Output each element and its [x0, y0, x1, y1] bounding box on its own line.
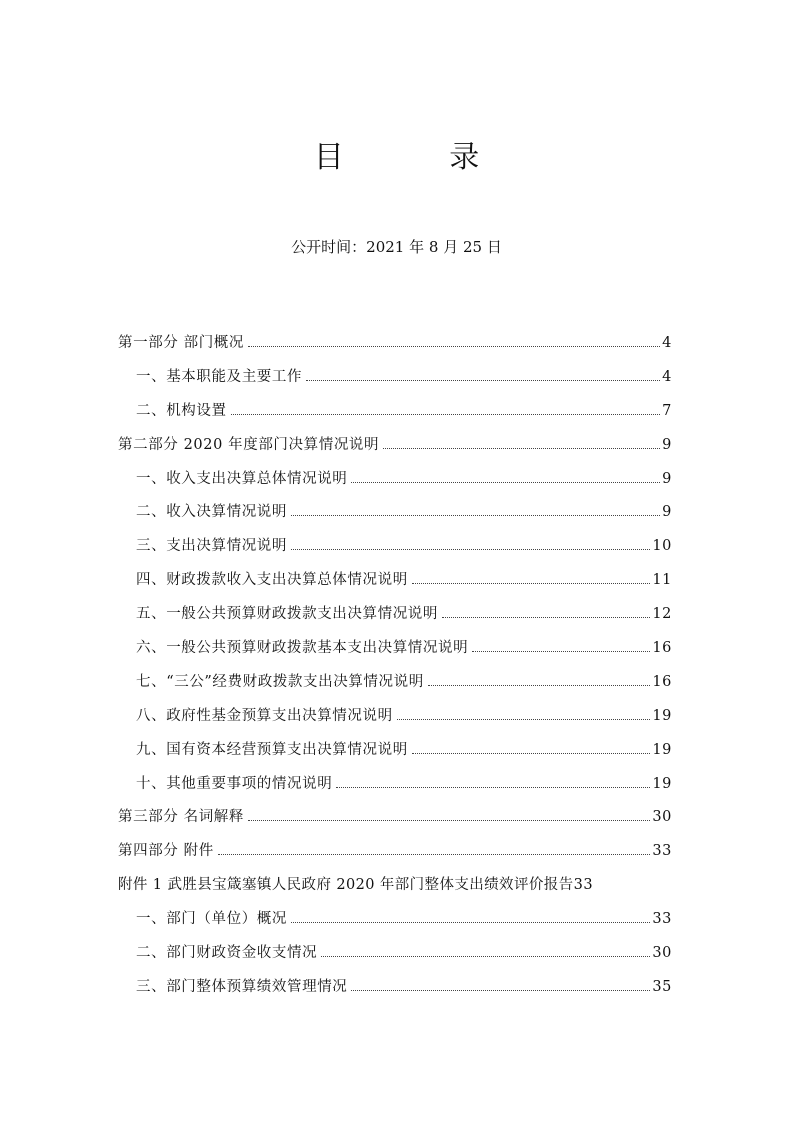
toc-entry[interactable] — [118, 535, 672, 569]
toc-entry-page-number: 11 — [652, 572, 672, 589]
toc-entry-label: 第四部分 附件 — [118, 843, 214, 860]
toc-entry[interactable] — [118, 671, 672, 705]
toc-entry[interactable] — [118, 501, 672, 535]
toc-entry[interactable] — [118, 976, 672, 1010]
toc-entry[interactable] — [118, 637, 672, 671]
toc-entry-label: 十、其他重要事项的情况说明 — [136, 775, 333, 792]
toc-entry-page-number: 19 — [652, 741, 672, 758]
toc-dot-leader — [321, 956, 650, 957]
toc-dot-leader — [218, 854, 651, 855]
toc-dot-leader — [351, 482, 660, 483]
toc-entry-page-number: 35 — [652, 978, 672, 995]
toc-entry-page-number: 4 — [662, 368, 672, 385]
toc-dot-leader — [412, 583, 651, 584]
toc-dot-leader — [336, 787, 650, 788]
toc-entry-label: 七、“三公”经费财政拨款支出决算情况说明 — [136, 673, 424, 690]
toc-dot-leader — [397, 719, 651, 720]
toc-entry[interactable] — [118, 908, 672, 942]
toc-entry-page-number: 7 — [662, 402, 672, 419]
toc-dot-leader — [291, 922, 650, 923]
publication-date: 公开时间：2021 年 8 月 25 日 — [291, 238, 502, 256]
toc-entry-label: 三、部门整体预算绩效管理情况 — [136, 978, 348, 995]
toc-entry-label: 二、机构设置 — [136, 402, 227, 419]
toc-entry-page-number: 12 — [652, 606, 672, 623]
toc-entry[interactable] — [118, 773, 672, 807]
toc-entry-label: 九、国有资本经营预算支出决算情况说明 — [136, 741, 408, 758]
toc-entry-label: 附件 1 武胜县宝箴塞镇人民政府 2020 年部门整体支出绩效评价报告 — [118, 877, 574, 894]
toc-entry[interactable] — [118, 942, 672, 976]
toc-entry[interactable] — [118, 332, 672, 366]
toc-entry[interactable] — [118, 434, 672, 468]
toc-dot-leader — [472, 651, 650, 652]
toc-dot-leader — [412, 753, 651, 754]
toc-entry[interactable] — [118, 739, 672, 773]
toc-dot-leader — [291, 549, 650, 550]
toc-dot-leader — [248, 346, 660, 347]
page-title: 目 录 — [313, 140, 528, 175]
toc-entry-page-number: 9 — [662, 470, 672, 487]
toc-entry-page-number: 16 — [652, 640, 672, 657]
toc-entry-page-number: 30 — [652, 945, 672, 962]
toc-dot-leader — [383, 448, 660, 449]
toc-entry-label: 二、部门财政资金收支情况 — [136, 945, 318, 962]
toc-dot-leader — [231, 414, 661, 415]
toc-entry-page-number: 33 — [652, 843, 672, 860]
toc-dot-leader — [248, 820, 650, 821]
toc-entry-page-number: 33 — [652, 911, 672, 928]
toc-entry[interactable] — [118, 874, 672, 908]
toc-entry-label: 第一部分 部门概况 — [118, 335, 245, 351]
toc-entry-label: 四、财政拨款收入支出决算总体情况说明 — [136, 572, 408, 589]
toc-entry-page-number: 30 — [652, 809, 672, 826]
toc-entry-page-number: 33 — [573, 877, 594, 894]
toc-entry-label: 一、部门（单位）概况 — [136, 911, 287, 928]
toc-entry[interactable] — [118, 705, 672, 739]
toc-entry-page-number: 4 — [662, 335, 672, 351]
toc-entry[interactable] — [118, 806, 672, 840]
toc-entry-page-number: 19 — [652, 707, 672, 724]
toc-entry[interactable] — [118, 366, 672, 400]
toc-entry-label: 八、政府性基金预算支出决算情况说明 — [136, 707, 393, 724]
toc-dot-leader — [428, 685, 651, 686]
toc-entry-page-number: 9 — [662, 436, 672, 453]
toc-entry-label: 第二部分 2020 年度部门决算情况说明 — [118, 436, 380, 453]
toc-entry-label: 六、一般公共预算财政拨款基本支出决算情况说明 — [136, 640, 469, 657]
toc-entry[interactable] — [118, 468, 672, 502]
toc-dot-leader — [351, 990, 650, 991]
toc-entry-page-number: 9 — [662, 504, 672, 521]
toc-entry[interactable] — [118, 840, 672, 874]
toc-entry-page-number: 19 — [652, 775, 672, 792]
toc-entry-label: 第三部分 名词解释 — [118, 809, 245, 826]
toc-entry-label: 一、收入支出决算总体情况说明 — [136, 470, 348, 487]
toc-entry-label: 三、支出决算情况说明 — [136, 538, 287, 555]
toc-entry-label: 五、一般公共预算财政拨款支出决算情况说明 — [136, 606, 438, 623]
toc-entry-label: 二、收入决算情况说明 — [136, 504, 287, 521]
table-of-contents — [118, 332, 672, 1010]
toc-entry-page-number: 16 — [652, 673, 672, 690]
toc-entry[interactable] — [118, 400, 672, 434]
toc-entry[interactable] — [118, 603, 672, 637]
toc-entry[interactable] — [118, 569, 672, 603]
toc-dot-leader — [306, 380, 660, 381]
toc-entry-page-number: 10 — [652, 538, 672, 555]
toc-dot-leader — [442, 617, 650, 618]
toc-entry-label: 一、基本职能及主要工作 — [136, 368, 303, 385]
toc-dot-leader — [291, 515, 660, 516]
